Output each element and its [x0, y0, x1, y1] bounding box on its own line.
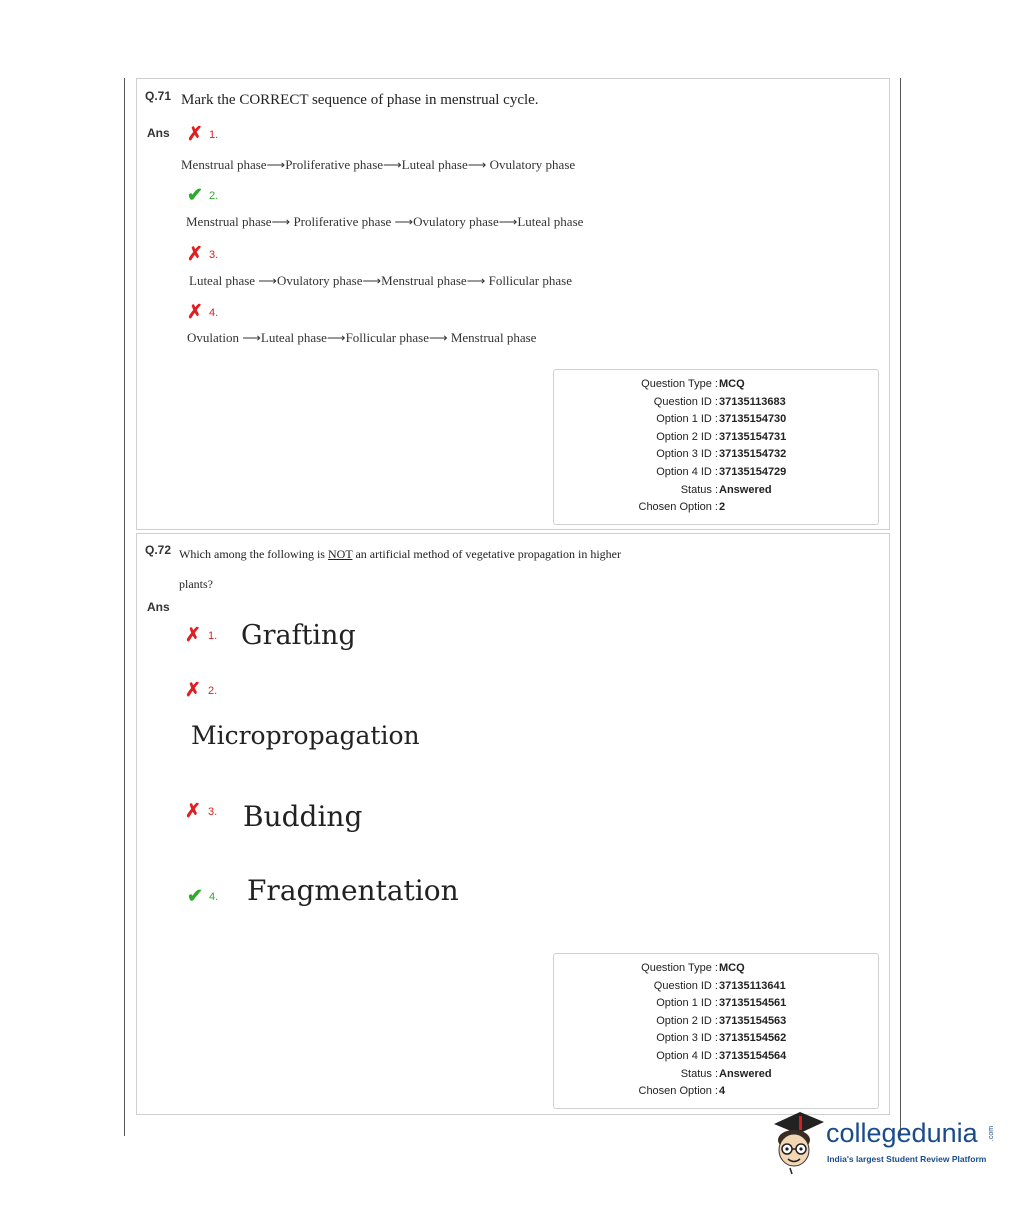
ans-label: Ans — [147, 126, 170, 140]
mascot-icon — [770, 1108, 826, 1178]
option-number: 3. — [208, 806, 218, 818]
question-number: Q.71 — [145, 89, 172, 103]
info-label: Status : — [680, 484, 718, 496]
ans-label: Ans — [147, 600, 170, 614]
option3-id-value: 37135154562 — [719, 1032, 787, 1044]
option2-id-value: 37135154731 — [719, 431, 787, 443]
chosen-option-value: 4 — [719, 1085, 726, 1097]
option-number: 2. — [209, 190, 219, 202]
option1-id-value: 37135154730 — [719, 413, 787, 425]
question-text-line2: plants? — [179, 577, 213, 591]
info-label: Option 2 ID : — [656, 1015, 718, 1027]
option-number: 4. — [209, 891, 219, 903]
question-number: Q.72 — [145, 543, 172, 557]
info-label: Question Type : — [641, 962, 718, 974]
cross-icon: ✗ — [187, 244, 203, 265]
option-text: Grafting — [241, 620, 356, 651]
status-value: Answered — [719, 1068, 772, 1080]
option-text: Ovulation ⟶Luteal phase⟶Follicular phase⟶ Menstrual phase — [187, 330, 537, 345]
option-text: Micropropagation — [191, 721, 420, 750]
option-number: 1. — [209, 129, 219, 141]
page-border-right — [900, 78, 901, 1136]
cross-icon: ✗ — [187, 124, 203, 145]
check-icon: ✔ — [187, 185, 203, 206]
brand-tagline: India's largest Student Review Platform — [827, 1154, 987, 1164]
question-text-part: an artificial method of vegetative propagation in higher — [352, 547, 622, 561]
info-label: Status : — [680, 1068, 718, 1080]
collegedunia-logo — [770, 1108, 1000, 1178]
option4-id-value: 37135154729 — [719, 466, 787, 478]
info-label: Option 1 ID : — [656, 413, 718, 425]
info-label: Option 1 ID : — [656, 997, 718, 1009]
cross-icon: ✗ — [185, 801, 201, 822]
option1-id-value: 37135154561 — [719, 997, 787, 1009]
info-label: Chosen Option : — [638, 1085, 718, 1097]
info-label: Option 4 ID : — [656, 466, 718, 478]
option4-id-value: 37135154564 — [719, 1050, 787, 1062]
option2-id-value: 37135154563 — [719, 1015, 787, 1027]
status-value: Answered — [719, 484, 772, 496]
cross-icon: ✗ — [187, 302, 203, 323]
option-text: Menstrual phase⟶ Proliferative phase ⟶Ovulatory phase⟶Luteal phase — [186, 214, 584, 229]
page-border-left — [124, 78, 125, 1136]
option-number: 1. — [208, 630, 218, 642]
info-label: Question ID : — [653, 980, 718, 992]
option-number: 4. — [209, 307, 219, 319]
info-label: Option 3 ID : — [656, 1032, 718, 1044]
question-71 — [136, 78, 890, 530]
chosen-option-value: 2 — [719, 501, 726, 513]
info-label: Question ID : — [653, 396, 718, 408]
question-type-value: MCQ — [719, 962, 745, 974]
question-info-box — [553, 369, 879, 525]
info-label: Option 3 ID : — [656, 448, 718, 460]
option3-id-value: 37135154732 — [719, 448, 787, 460]
question-type-value: MCQ — [719, 378, 745, 390]
option-text: Budding — [243, 800, 363, 833]
brand-com: .com — [988, 1125, 996, 1142]
cross-icon: ✗ — [185, 680, 201, 701]
option-text: Menstrual phase⟶Proliferative phase⟶Luteal phase⟶ Ovulatory phase — [181, 157, 576, 172]
question-text-part: Which among the following is — [179, 547, 328, 561]
question-72 — [136, 533, 890, 1115]
question-info-box — [553, 953, 879, 1109]
question-text — [179, 547, 621, 562]
option-number: 2. — [208, 685, 218, 697]
info-label: Question Type : — [641, 378, 718, 390]
option-text: Luteal phase ⟶Ovulatory phase⟶Menstrual phase⟶ Follicular phase — [189, 273, 572, 288]
check-icon: ✔ — [187, 886, 203, 907]
brand-name: collegedunia — [826, 1118, 978, 1148]
question-text-not: NOT — [327, 547, 353, 561]
info-label: Option 4 ID : — [656, 1050, 718, 1062]
cross-icon: ✗ — [185, 625, 201, 646]
info-label: Option 2 ID : — [656, 431, 718, 443]
info-label: Chosen Option : — [638, 501, 718, 513]
question-id-value: 37135113683 — [719, 396, 786, 408]
question-id-value: 37135113641 — [719, 980, 786, 992]
option-number: 3. — [209, 249, 219, 261]
question-text: Mark the CORRECT sequence of phase in menstrual cycle. — [181, 92, 539, 108]
option-text: Fragmentation — [247, 874, 459, 907]
